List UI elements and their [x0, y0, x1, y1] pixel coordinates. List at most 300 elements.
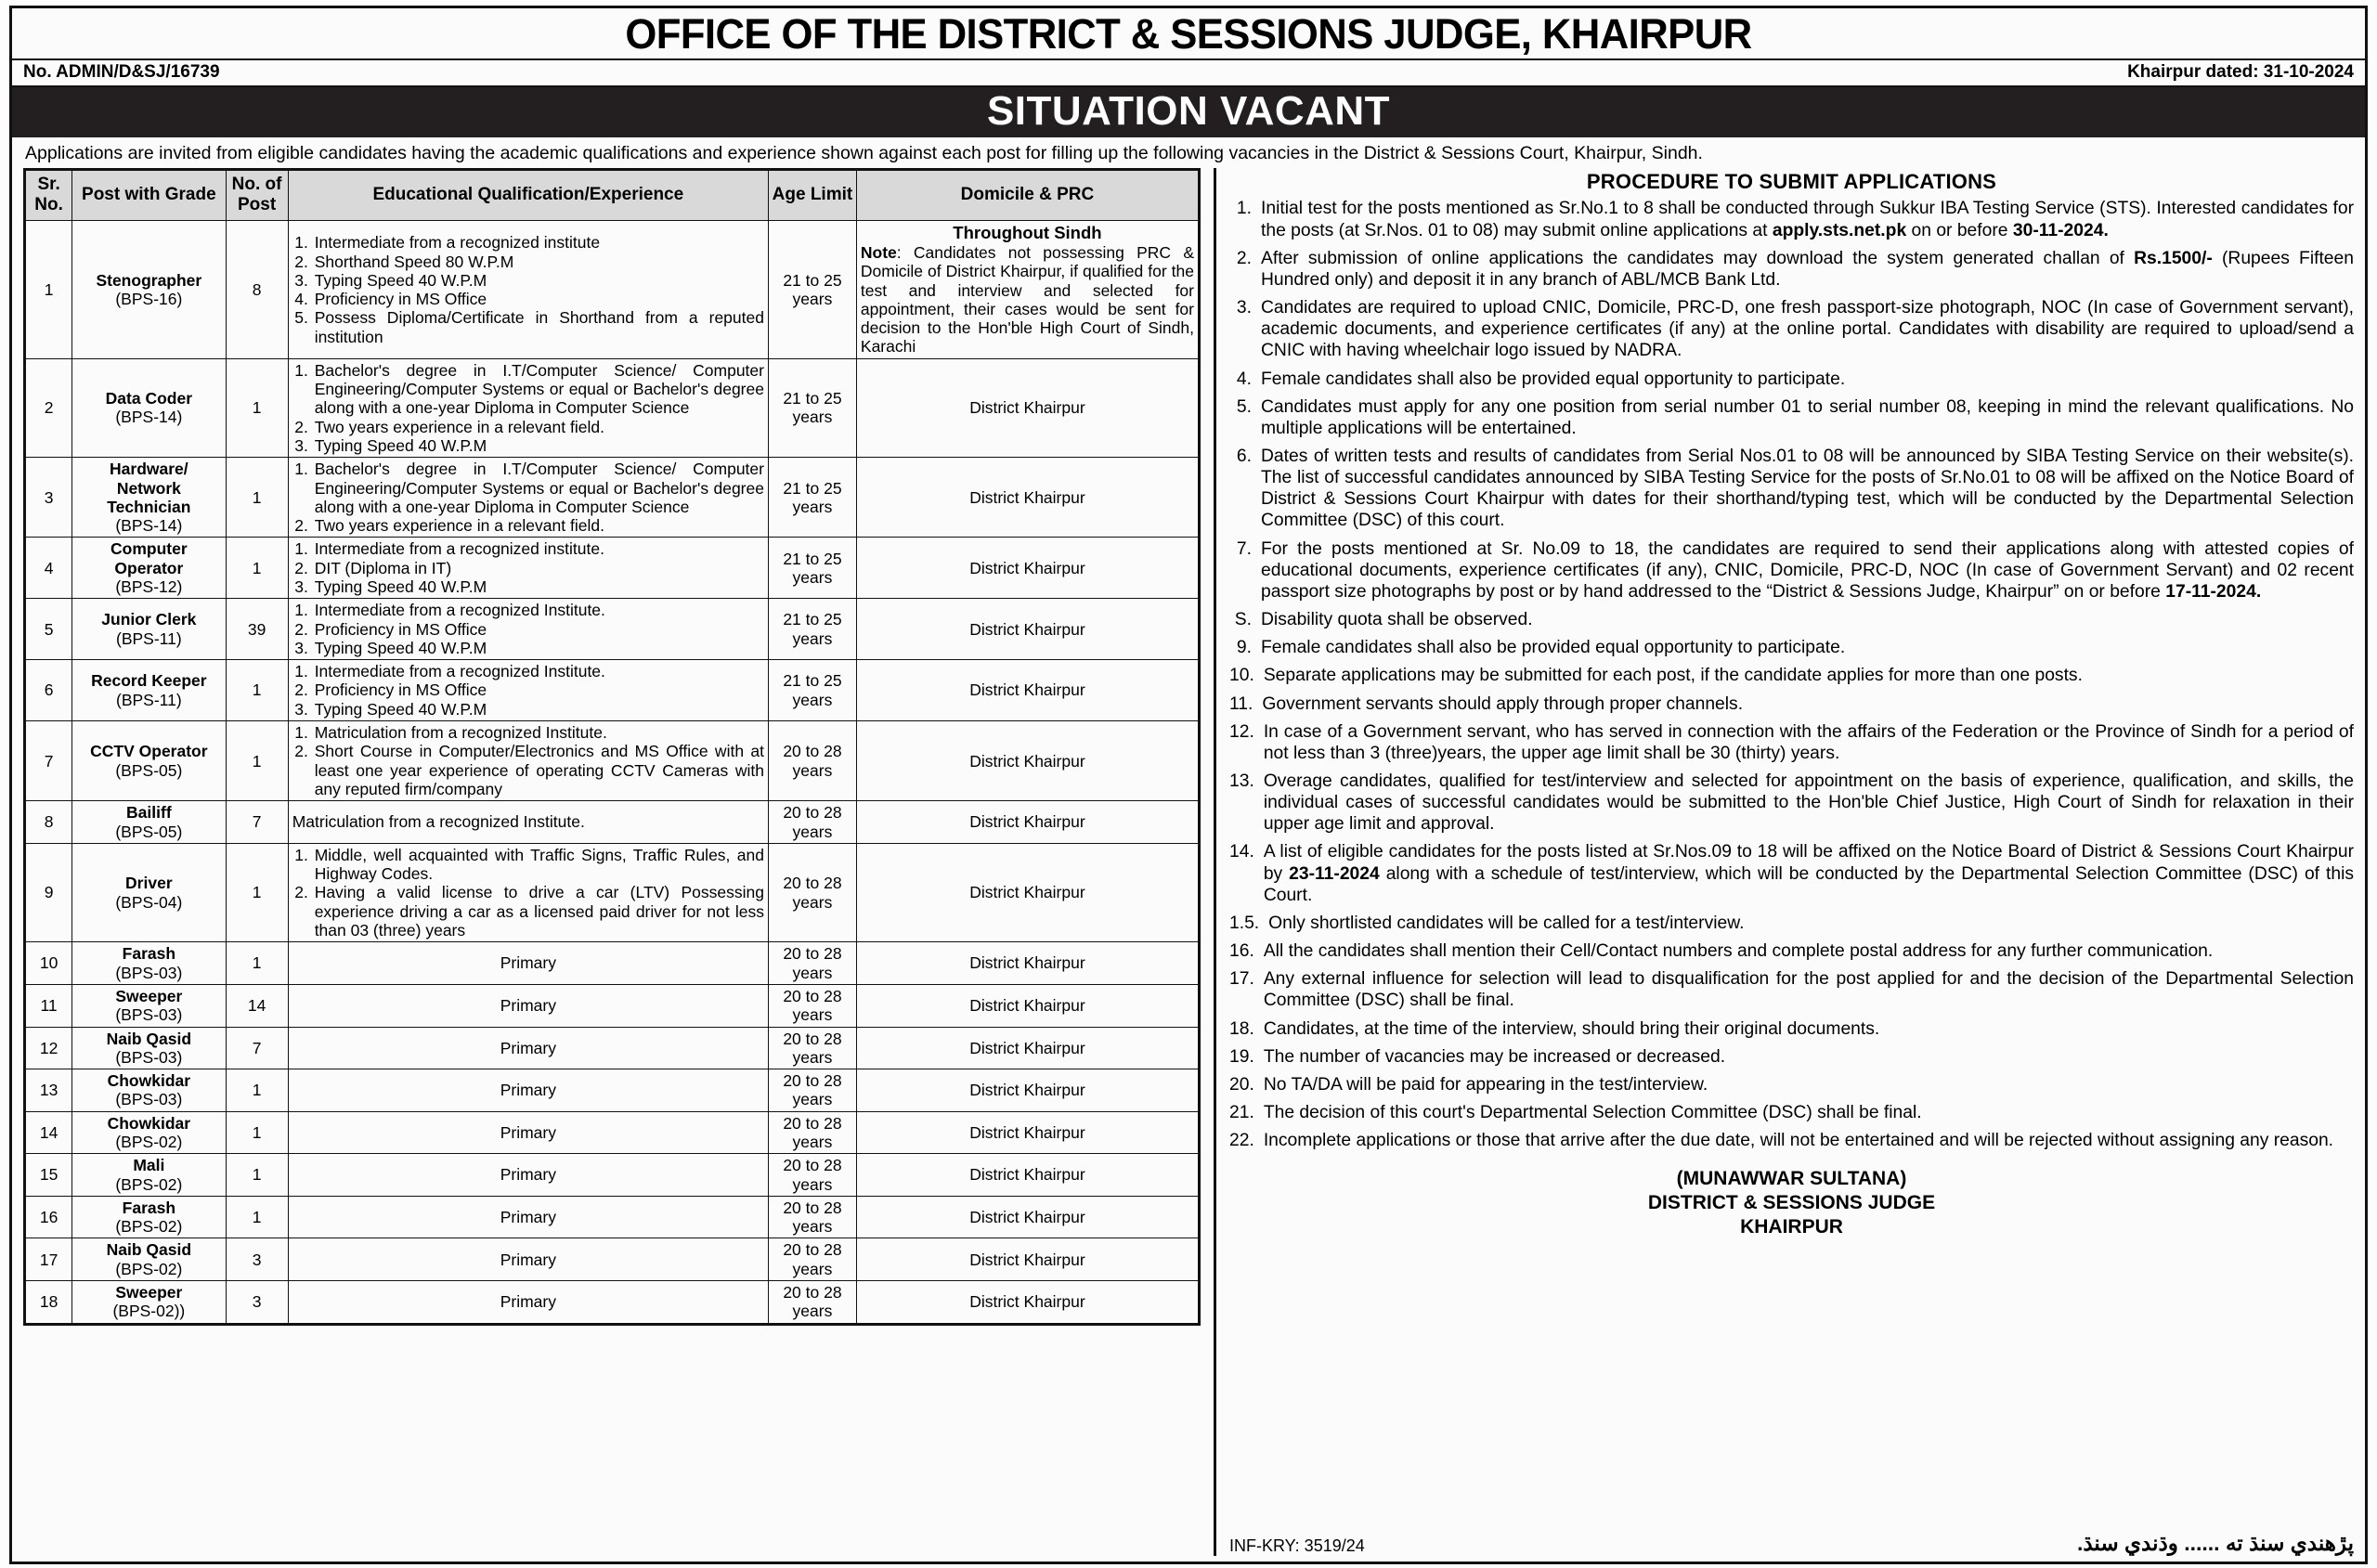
col-header-post-label: Post with Grade [82, 185, 216, 205]
col-header-age-limit [768, 170, 856, 221]
cell-age-limit: 21 to 25 years [768, 458, 856, 538]
qualification-item: 1. Intermediate from a recognized institute [313, 233, 764, 252]
cell-domicile: District Khairpur [856, 1281, 1199, 1325]
post-name: Chowkidar [107, 1113, 191, 1133]
cell-domicile: District Khairpur [856, 843, 1199, 941]
qualification-item: 1. Middle, well acquainted with Traffic Signs, Traffic Rules, and Highway Codes. [313, 846, 764, 884]
procedure-item-number: 7. [1236, 538, 1252, 559]
post-grade: (BPS-11) [116, 690, 182, 709]
table-row [25, 221, 1200, 358]
post-grade: (BPS-04) [115, 892, 183, 912]
cell-qualification [288, 1111, 768, 1154]
procedure-item-text: Incomplete applications or those that arrive after the due date, will not be entertained and will be rejected without assigning any reason. [1263, 1131, 2334, 1151]
procedure-item-text: After submission of online applications the candidates may download the system generated challan of Rs.1500/- (Rupees Fifteen Hundred only) and deposit it in any branch of ABL/MCB Bank Ltd. [1261, 248, 2354, 290]
cell-no-of-posts: 1 [226, 843, 288, 941]
table-row [25, 538, 1200, 599]
table-row [25, 358, 1200, 457]
procedure-item-text: Female candidates shall also be provided equal opportunity to participate. [1261, 638, 1846, 658]
procedure-item [1229, 369, 2354, 390]
cell-sr-no: 8 [25, 801, 72, 844]
post-name: Stenographer [96, 270, 202, 290]
qualification-item: 1. Bachelor's degree in I.T/Computer Science/ Computer Engineering/Computer Systems or equal or Bachelor's degree along with a one-year Diploma in Computer Science [313, 361, 764, 418]
cell-no-of-posts: 1 [226, 942, 288, 985]
intro-paragraph: Applications are invited from eligible candidates having the academic qualifications and experience shown against each post for filling up the following vacancies in the District & Sessions Court, Khairpur, Sindh. [25, 143, 1703, 163]
qualification-text: Primary [500, 1250, 556, 1269]
document-frame [9, 6, 2368, 1564]
cell-domicile: District Khairpur [856, 358, 1199, 457]
cell-sr-no: 12 [25, 1027, 72, 1069]
cell-age-limit: 20 to 28 years [768, 801, 856, 844]
procedure-item-number: 13. [1229, 771, 1254, 792]
post-grade: (BPS-02) [115, 1133, 183, 1151]
qualification-list [292, 662, 764, 719]
col-header-post [72, 170, 226, 221]
cell-age-limit: 20 to 28 years [768, 1281, 856, 1325]
qualification-list [292, 361, 764, 455]
cell-domicile: District Khairpur [856, 538, 1199, 599]
cell-no-of-posts: 1 [226, 1154, 288, 1197]
cell-no-of-posts: 39 [226, 599, 288, 660]
col-header-qualification [288, 170, 768, 221]
qualification-list [292, 846, 764, 940]
procedure-item-text: The decision of this court's Departmental Selection Committee (DSC) shall be final. [1263, 1103, 1922, 1123]
post-name: Naib Qasid [106, 1029, 192, 1048]
post-name: Mali [133, 1156, 165, 1175]
post-name: Chowkidar [107, 1071, 191, 1091]
table-row [25, 984, 1200, 1027]
cell-no-of-posts: 1 [226, 1111, 288, 1154]
cell-post-with-grade [72, 599, 226, 660]
cell-no-of-posts: 3 [226, 1281, 288, 1325]
procedure-item-number: 20. [1229, 1074, 1254, 1095]
cell-domicile: District Khairpur [856, 1154, 1199, 1197]
organization-title: OFFICE OF THE DISTRICT & SESSIONS JUDGE, KHAIRPUR [625, 10, 1752, 58]
cell-domicile: District Khairpur [856, 984, 1199, 1027]
cell-post-with-grade [72, 221, 226, 358]
qualification-list [292, 723, 764, 798]
cell-no-of-posts: 8 [226, 221, 288, 358]
domicile-note-label: Note [860, 242, 897, 262]
cell-sr-no: 13 [25, 1069, 72, 1112]
qualification-text: Primary [500, 1165, 556, 1185]
procedure-item-text: Candidates must apply for any one position from serial number 01 to serial number 08, keeping in mind the relevant qualifications. No multiple applications will be entertained. [1261, 396, 2354, 438]
cell-domicile: District Khairpur [856, 721, 1199, 801]
post-name: Farash [122, 1198, 176, 1217]
procedure-item-text: Government servants should apply through proper channels. [1262, 693, 1744, 714]
qualification-text: Primary [500, 1292, 556, 1312]
post-grade: (BPS-12) [115, 577, 183, 596]
procedure-item [1229, 913, 2354, 934]
procedure-item-text: Female candidates shall also be provided equal opportunity to participate. [1261, 369, 1846, 389]
procedure-item-number: 18. [1229, 1018, 1254, 1039]
procedure-item-number: 19. [1229, 1046, 1254, 1067]
footer-row [1229, 1522, 2354, 1556]
procedure-column [1214, 168, 2354, 1556]
cell-sr-no: 7 [25, 721, 72, 801]
reference-number: No. ADMIN/D&SJ/16739 [23, 62, 220, 82]
post-grade: (BPS-02) [115, 1217, 183, 1237]
cell-domicile: District Khairpur [856, 599, 1199, 660]
cell-age-limit: 20 to 28 years [768, 1069, 856, 1112]
col-header-age-limit-label: Age Limit [772, 185, 853, 205]
table-row [25, 1238, 1200, 1281]
qualification-item: 4. Proficiency in MS Office [313, 290, 764, 308]
qualification-item: 2. Shorthand Speed 80 W.P.M [313, 253, 764, 271]
col-header-domicile [856, 170, 1199, 221]
procedure-item-text: No TA/DA will be paid for appearing in the test/interview. [1263, 1074, 1708, 1095]
cell-post-with-grade [72, 801, 226, 844]
procedure-item-number: 4. [1236, 369, 1252, 389]
table-row [25, 1069, 1200, 1112]
cell-qualification [288, 358, 768, 457]
post-grade: (BPS-11) [116, 628, 182, 648]
procedure-item-number: 22. [1229, 1131, 1254, 1151]
cell-qualification [288, 942, 768, 985]
table-row [25, 1281, 1200, 1325]
procedure-list [1229, 198, 2354, 1158]
cell-post-with-grade [72, 458, 226, 538]
cell-post-with-grade [72, 1238, 226, 1281]
procedure-item [1229, 248, 2354, 291]
cell-post-with-grade [72, 984, 226, 1027]
procedure-item-text: Separate applications may be submitted for each post, if the candidate applies for more than one posts. [1263, 666, 2083, 686]
cell-post-with-grade [72, 721, 226, 801]
cell-age-limit: 20 to 28 years [768, 1111, 856, 1154]
procedure-item-text: In case of a Government servant, who has served in connection with the affairs of the Federation or the Province of Sindh for a period of not less than 3 (three)years, the upper age limit shall be 30 (thirty) years. [1263, 721, 2354, 763]
cell-age-limit: 20 to 28 years [768, 1238, 856, 1281]
cell-qualification [288, 1027, 768, 1069]
table-row [25, 1154, 1200, 1197]
cell-domicile: District Khairpur [856, 1111, 1199, 1154]
procedure-item-number: S. [1234, 610, 1252, 630]
cell-no-of-posts: 1 [226, 458, 288, 538]
cell-no-of-posts: 3 [226, 1238, 288, 1281]
procedure-item [1229, 609, 2354, 630]
post-name: Sweeper [115, 1283, 183, 1302]
procedure-item [1229, 1046, 2354, 1068]
cell-domicile: District Khairpur [856, 1238, 1199, 1281]
procedure-item-text: A list of eligible candidates for the posts listed at Sr.Nos.09 to 18 will be affixed on the Notice Board of District & Sessions Court Khairpur by 23-11-2024 along with a schedule of test/interview, which will be conducted by the Departmental Selection Committee (DSC) of this Court. [1263, 842, 2354, 905]
cell-qualification [288, 1069, 768, 1112]
col-header-qualification-label: Educational Qualification/Experience [372, 185, 684, 205]
cell-domicile-note: Throughout Sindh Note: Candidates not possessing PRC & Domicile of District Khairpur, if qualified for the test and interview and selected for appointment, their cases would be sent for decision to the Hon'ble High Court of Sindh, Karachi [856, 221, 1199, 358]
table-row [25, 458, 1200, 538]
table-row [25, 1111, 1200, 1154]
procedure-item [1229, 693, 2354, 715]
procedure-item-text: Any external influence for selection will lead to disqualification for the post applied for and the decision of the Departmental Selection Committee (DSC) shall be final. [1263, 969, 2354, 1011]
post-name: Driver [125, 874, 173, 893]
cell-domicile: District Khairpur [856, 1196, 1199, 1238]
table-row [25, 843, 1200, 941]
situation-vacant-banner: SITUATION VACANT [12, 87, 2365, 137]
procedure-item [1229, 721, 2354, 764]
post-grade: (BPS-14) [115, 408, 183, 427]
sindhi-slogan: پڙھندي سنڌ ته ...... وڌندي سنڌ. [2076, 1531, 2354, 1555]
cell-age-limit: 20 to 28 years [768, 721, 856, 801]
col-header-no-of-post [226, 170, 288, 221]
procedure-item-number: 14. [1229, 842, 1254, 862]
table-row [25, 721, 1200, 801]
cell-domicile: District Khairpur [856, 458, 1199, 538]
procedure-item-text: Candidates, at the time of the interview, should bring their original documents. [1263, 1018, 1880, 1039]
cell-sr-no: 9 [25, 843, 72, 941]
cell-qualification [288, 984, 768, 1027]
post-name: Junior Clerk [101, 610, 197, 629]
table-header-row [25, 170, 1200, 221]
qualification-item: 3. Typing Speed 40 W.P.M [313, 271, 764, 290]
post-grade: (BPS-05) [115, 760, 183, 780]
body-columns [12, 168, 2365, 1562]
cell-post-with-grade [72, 1027, 226, 1069]
cell-qualification [288, 221, 768, 358]
table-row [25, 1027, 1200, 1069]
procedure-item-number: 2. [1236, 248, 1252, 268]
reference-bar [12, 58, 2365, 87]
post-name: Hardware/ Network Technician [107, 460, 191, 516]
qualification-list [292, 601, 764, 657]
qualification-item: 3. Typing Speed 40 W.P.M [313, 577, 764, 596]
cell-post-with-grade [72, 660, 226, 721]
post-grade: (BPS-02) [115, 1259, 183, 1278]
procedure-item-text: For the posts mentioned at Sr. No.09 to 18, the candidates are required to send their applications along with attested copies of educational documents, experience certificates (if any), CNIC, Domicile, PRC-D, NOC (In case of Government Servant) and 02 recent passport size photographs by post or by hand addressed to the “District & Sessions Judge, Khairpur” on or before 17-11-2024. [1261, 538, 2354, 602]
cell-post-with-grade [72, 1111, 226, 1154]
signatory-station: KHAIRPUR [1740, 1215, 1843, 1238]
procedure-item [1229, 665, 2354, 686]
cell-sr-no: 5 [25, 599, 72, 660]
procedure-item-number: 1. [1236, 199, 1252, 219]
cell-no-of-posts: 1 [226, 538, 288, 599]
qualification-item: 3. Typing Speed 40 W.P.M [313, 639, 764, 657]
qualification-item: 1. Intermediate from a recognized Institute. [313, 662, 764, 680]
cell-qualification [288, 1238, 768, 1281]
table-row [25, 801, 1200, 844]
qualification-text: Primary [500, 953, 556, 973]
table-row [25, 1196, 1200, 1238]
qualification-list [292, 233, 764, 346]
table-row [25, 599, 1200, 660]
post-grade: (BPS-03) [115, 963, 183, 982]
post-name: Record Keeper [91, 671, 207, 691]
cell-age-limit: 20 to 28 years [768, 1154, 856, 1197]
cell-sr-no: 17 [25, 1238, 72, 1281]
post-name: CCTV Operator [90, 742, 208, 761]
procedure-item [1229, 1074, 2354, 1095]
signature-block [1229, 1167, 2354, 1238]
cell-post-with-grade [72, 843, 226, 941]
post-grade: (BPS-03) [115, 1090, 183, 1109]
cell-domicile: District Khairpur [856, 660, 1199, 721]
procedure-item [1229, 1018, 2354, 1040]
cell-no-of-posts: 7 [226, 801, 288, 844]
qualification-list [292, 460, 764, 535]
inf-number: INF-KRY: 3519/24 [1229, 1536, 1365, 1555]
cell-sr-no: 6 [25, 660, 72, 721]
qualification-list [292, 539, 764, 596]
qualification-item: 2. Proficiency in MS Office [313, 620, 764, 639]
post-name: Farash [122, 944, 176, 964]
procedure-item-text: Candidates are required to upload CNIC, Domicile, PRC-D, one fresh passport-size photograph, NOC (In case of Government servant), academic documents, and experience certificates (if any) at the online portal. Candidates with disability are required to upload/send a CNIC with having wheelchair logo issued by NADRA. [1261, 298, 2354, 361]
procedure-item-number: 17. [1229, 969, 1254, 990]
table-row [25, 660, 1200, 721]
cell-qualification [288, 538, 768, 599]
signatory-name: (MUNAWWAR SULTANA) [1676, 1168, 1907, 1190]
cell-age-limit: 21 to 25 years [768, 660, 856, 721]
qualification-text: Primary [500, 1122, 556, 1142]
cell-post-with-grade [72, 538, 226, 599]
cell-qualification [288, 721, 768, 801]
cell-qualification [288, 843, 768, 941]
domicile-note-heading: Throughout Sindh [953, 223, 1102, 243]
procedure-item-text: Disability quota shall be observed. [1261, 610, 1533, 630]
cell-domicile: District Khairpur [856, 942, 1199, 985]
procedure-item-number: 1.5. [1229, 913, 1260, 933]
qualification-text: Primary [500, 1038, 556, 1057]
issue-date: Khairpur dated: 31-10-2024 [2127, 62, 2354, 82]
procedure-item-text: Dates of written tests and results of candidates from Serial Nos.01 to 08 will be announced by SIBA Testing Service on their website(s). The list of successful candidates announced by SIBA Testing Service for the posts of Sr.No.01 to 08 will be affixed on the Notice Board of District & Sessions Court Khairpur with dates for their shorthand/typing test, which will be conducted by the Departmental Selection Committee (DSC) of this court. [1261, 446, 2354, 531]
procedure-item [1229, 968, 2354, 1011]
post-name: Computer Operator [110, 539, 188, 577]
cell-age-limit: 20 to 28 years [768, 984, 856, 1027]
vacancy-table [23, 168, 1201, 1325]
procedure-item-number: 12. [1229, 721, 1254, 742]
post-name: Sweeper [115, 986, 183, 1005]
procedure-item [1229, 637, 2354, 658]
procedure-item [1229, 446, 2354, 532]
procedure-item [1229, 396, 2354, 439]
procedure-item [1229, 538, 2354, 603]
signatory-designation: DISTRICT & SESSIONS JUDGE [1647, 1191, 1936, 1213]
qualification-item: 1. Intermediate from a recognized institute. [313, 539, 764, 558]
cell-sr-no: 11 [25, 984, 72, 1027]
post-grade: (BPS-16) [115, 290, 183, 309]
post-grade: (BPS-05) [115, 822, 183, 841]
procedure-item [1229, 198, 2354, 240]
cell-sr-no: 4 [25, 538, 72, 599]
cell-post-with-grade [72, 942, 226, 985]
cell-qualification [288, 801, 768, 844]
cell-post-with-grade [72, 1069, 226, 1112]
qualification-item: 3. Typing Speed 40 W.P.M [313, 700, 764, 719]
post-name: Data Coder [105, 389, 193, 408]
col-header-sr-no-label: Sr. No. [34, 175, 63, 215]
vacancy-table-body [25, 221, 1200, 1324]
cell-age-limit: 20 to 28 years [768, 1196, 856, 1238]
qualification-text: Primary [500, 996, 556, 1016]
cell-age-limit: 21 to 25 years [768, 538, 856, 599]
procedure-item-text: The number of vacancies may be increased or decreased. [1263, 1046, 1726, 1067]
qualification-item: 1. Bachelor's degree in I.T/Computer Science/ Computer Engineering/Computer Systems or equal or Bachelor's degree along with a one-year Diploma in Computer Science [313, 460, 764, 516]
cell-qualification [288, 1281, 768, 1325]
qualification-item: 1. Intermediate from a recognized Institute. [313, 601, 764, 619]
qualification-item: 2. Short Course in Computer/Electronics and MS Office with at least one year experience of operating CCTV Cameras with any reputed firm/company [313, 742, 764, 798]
procedure-item [1229, 297, 2354, 361]
procedure-item-number: 3. [1236, 298, 1252, 318]
procedure-item [1229, 1130, 2354, 1151]
col-header-no-of-post-label: No. of Post [231, 175, 282, 215]
procedure-item [1229, 771, 2354, 835]
cell-qualification [288, 660, 768, 721]
cell-no-of-posts: 1 [226, 1069, 288, 1112]
procedure-item [1229, 841, 2354, 905]
col-header-domicile-label: Domicile & PRC [960, 185, 1095, 205]
cell-no-of-posts: 1 [226, 660, 288, 721]
cell-no-of-posts: 1 [226, 358, 288, 457]
qualification-item: 3. Typing Speed 40 W.P.M [313, 436, 764, 455]
post-grade: (BPS-03) [115, 1005, 183, 1025]
cell-sr-no: 15 [25, 1154, 72, 1197]
procedure-item-number: 16. [1229, 941, 1254, 962]
procedure-item [1229, 940, 2354, 962]
qualification-item: 2. Two years experience in a relevant field. [313, 516, 764, 535]
cell-sr-no: 3 [25, 458, 72, 538]
qualification-item: 2. DIT (Diploma in IT) [313, 559, 764, 577]
cell-age-limit: 21 to 25 years [768, 221, 856, 358]
cell-no-of-posts: 1 [226, 721, 288, 801]
cell-no-of-posts: 14 [226, 984, 288, 1027]
cell-sr-no: 16 [25, 1196, 72, 1238]
post-name: Naib Qasid [106, 1240, 192, 1260]
cell-age-limit: 20 to 28 years [768, 1027, 856, 1069]
vacancy-table-column [23, 168, 1201, 1556]
cell-domicile: District Khairpur [856, 801, 1199, 844]
cell-post-with-grade [72, 1196, 226, 1238]
cell-domicile: District Khairpur [856, 1069, 1199, 1112]
cell-age-limit: 21 to 25 years [768, 599, 856, 660]
cell-no-of-posts: 7 [226, 1027, 288, 1069]
procedure-item-number: 10. [1229, 666, 1254, 686]
procedure-item-text: All the candidates shall mention their Cell/Contact numbers and complete postal address for any further communication. [1263, 941, 2214, 962]
cell-post-with-grade [72, 1281, 226, 1325]
cell-no-of-posts: 1 [226, 1196, 288, 1238]
cell-sr-no: 2 [25, 358, 72, 457]
procedure-item-number: 9. [1236, 638, 1252, 658]
cell-domicile: District Khairpur [856, 1027, 1199, 1069]
cell-sr-no: 1 [25, 221, 72, 358]
qualification-item: 2. Having a valid license to drive a car (LTV) Possessing experience driving a car as a licensed paid driver for not less than 03 (three) years [313, 883, 764, 940]
qualification-item: 1. Matriculation from a recognized Institute. [313, 723, 764, 742]
qualification-item: 2. Proficiency in MS Office [313, 680, 764, 699]
cell-sr-no: 14 [25, 1111, 72, 1154]
procedure-item-number: 6. [1236, 446, 1252, 466]
cell-qualification [288, 458, 768, 538]
table-row [25, 942, 1200, 985]
procedure-title: PROCEDURE TO SUBMIT APPLICATIONS [1586, 170, 1997, 194]
cell-qualification [288, 599, 768, 660]
qualification-text: Primary [500, 1081, 556, 1100]
cell-sr-no: 10 [25, 942, 72, 985]
cell-qualification [288, 1154, 768, 1197]
vacancy-table-head [25, 170, 1200, 221]
cell-age-limit: 20 to 28 years [768, 843, 856, 941]
qualification-item: 2. Two years experience in a relevant field. [313, 418, 764, 436]
col-header-sr-no [25, 170, 72, 221]
cell-post-with-grade [72, 1154, 226, 1197]
procedure-item-text: Overage candidates, qualified for test/interview and selected for appointment on the basis of experience, qualification, and skills, the individual cases of successful candidates would be submitted to the Hon'ble Chief Justice, High Court of Sindh for relaxation in their upper age limit and approval. [1263, 771, 2354, 835]
cell-post-with-grade [72, 358, 226, 457]
procedure-item-text: Only shortlisted candidates will be called for a test/interview. [1268, 913, 1745, 933]
post-grade: (BPS-02)) [112, 1302, 186, 1321]
post-grade: (BPS-14) [115, 516, 183, 536]
cell-sr-no: 18 [25, 1281, 72, 1325]
procedure-item-number: 11. [1229, 693, 1253, 714]
post-grade: (BPS-02) [115, 1174, 183, 1194]
qualification-text: Matriculation from a recognized Institute. [292, 812, 585, 832]
post-grade: (BPS-03) [115, 1047, 183, 1067]
procedure-item [1229, 1102, 2354, 1123]
procedure-item-number: 21. [1229, 1103, 1254, 1123]
procedure-item-text: Initial test for the posts mentioned as Sr.No.1 to 8 shall be conducted through Sukkur IBA Testing Service (STS). Interested candidates for the posts (at Sr.Nos. 01 to 08) may submit online applications at apply.sts.net.pk on or before 30-11-2024. [1261, 199, 2354, 240]
procedure-item-number: 5. [1236, 396, 1252, 417]
